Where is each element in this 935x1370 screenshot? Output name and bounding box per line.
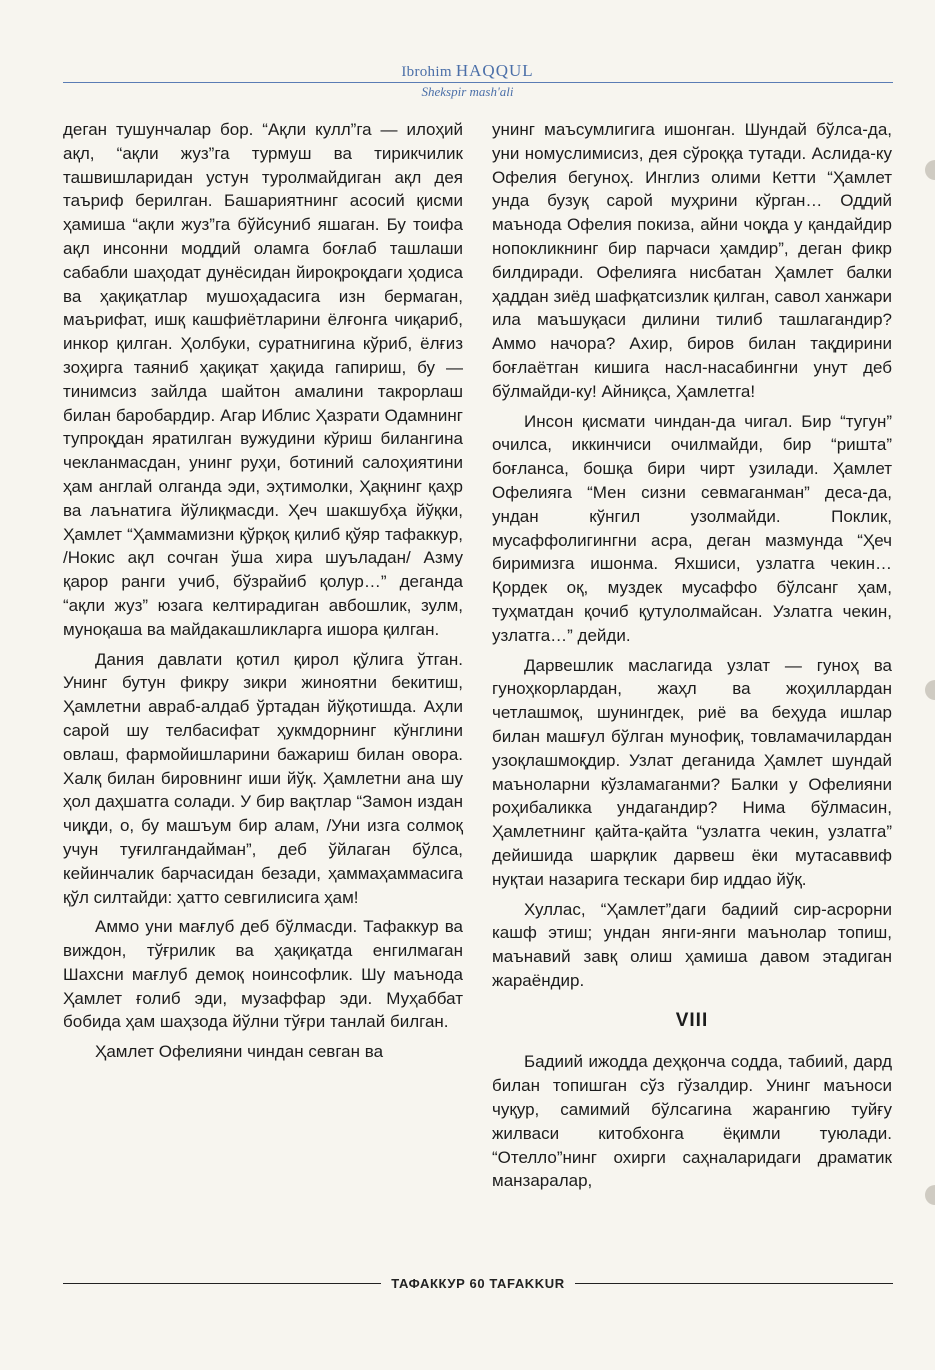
paragraph: Хуллас, “Ҳамлет”даги бадиий сир-асрорни кашф этиш; ундан янги-янги маънолар топиш, маънавий завқ олиш ҳамиша давом этадиган жараёндир. — [492, 899, 892, 990]
paragraph: Бадиий ижодда деҳқонча содда, табиий, дард билан топишган сўз гўзалдир. Унинг маъноси чуқур, самимий бўлсагина жарангию туйғу жилваси китобхонга ёқимли туюлади. “Отелло”нинг охирги саҳналаридаги драматик манзаралар, — [492, 1052, 892, 1191]
footer-rule-right — [575, 1283, 893, 1284]
paragraph: Дания давлати қотил қирол қўлига ўтган. Унинг бутун фикру зикри жиноятни бекитиш, Ҳамлетни авраб-алдаб ўртадан йўқотишда. Аҳли сарой шу телбасифат ҳукмдорнинг кўнглини овлаш, фармойишларини бажариш билан овора. Халқ билан бировнинг иши йўқ. Ҳамлетни ана шу ҳол даҳшатга солади. У бир вақтлар “Замон издан чиқди, о, бу машъум бир алам, /Уни изга солмоқ учун туғилгандайман”, деб ўйлаган бўлса, кейинчалик барчасидан безади, ҳаммаҳаммасига қўл силтайди: ҳатто севгилисига ҳам! — [63, 649, 463, 907]
running-header — [0, 62, 935, 100]
binding-hole — [925, 1185, 935, 1205]
paragraph: Инсон қисмати чиндан-да чигал. Бир “тугун” очилса, иккинчиси очилмайди, бир “ришта” боғланса, бошқа бири чирт узилади. Ҳамлет Офелияга “Мен сизни севмаганман” деса-да, ундан кўнгил узолмайди. Поклик, мусаффолигингни асра, деган мазмунда “Ҳеч биримизга ишонма. Яхшиси, узлатга чекин… Қордек оқ, муздек мусаффо бўлсанг ҳам, туҳматдан қочиб қутулолмайсан. Узлатга чекин, узлатга…” дейди. — [492, 411, 892, 645]
paragraph: Ҳамлет Офелияни чиндан севган ва — [95, 1042, 384, 1062]
section-heading: VIII — [675, 1009, 709, 1031]
header-rule — [63, 82, 893, 83]
author-surname: HAQQUL — [455, 61, 534, 80]
binding-hole — [925, 160, 935, 180]
paragraph: Аммо уни мағлуб деб бўлмасди. Тафаккур ва виждон, тўғрилик ва ҳақиқатда енгилмаган Шахсни мағлуб демоқ ноинсофлик. Шу маънода Ҳамлет ғолиб эди, музаффар эди. Муҳаббат бобида ҳам шаҳзода йўлни тўғри танлай билган. — [63, 917, 463, 1032]
header-work-title: Sheksрir mash'ali — [421, 84, 514, 99]
paragraph: Дарвешлик маслагида узлат — гуноҳ ва гуноҳкорлардан, жаҳл ва жоҳиллардан четлашмоқ, шунингдек, риё ва беҳуда ишлар билан машғул бўлган мунофиқ, товламачилардан узоқлашмоқдир. Узлат деганида Ҳамлет шундай маъноларни кўзламаганми? Балки у Офелияни роҳибаликка ундагандир? Нима бўлмасин, Ҳамлетнинг қайта-қайта “узлатга чекин, узлатга” дейишида шарқлик дарвеш ёки мутасаввиф нуқтаи назарига тескари бир иддао йўқ. — [492, 655, 892, 889]
right-column — [492, 118, 892, 1193]
page-footer — [63, 1271, 893, 1295]
binding-hole — [925, 680, 935, 700]
paragraph: деган тушунчалар бор. “Ақли кулл”га — илоҳий ақл, “ақли жуз”га турмуш ва тирикчилик ташвишларидан устун туролмайдиган ақл дея таъриф берилган. Башариятнинг асосий қисми ҳамиша “ақли жуз”га бўйсуниб яшаган. Бу тоифа ақл инсонни моддий оламга боғлаб ташлаши сабабли шаҳодат дунёсидан йироқроқдаги ҳодиса ва ҳақиқатлар мушоҳадасига изн бермаган, маърифат, ишқ кашфиётларини ёлғонга чиқариб, инкор қилган. Ҳолбуки, суратнигина кўриб, ёлғиз зоҳирга таяниб ҳақиқат ҳақида гапириш, бу — тинимсиз зайлда шайтон амалини такрорлаш билан баробардир. Агар Иблис Ҳазрати Одамнинг тупроқдан яратилган вужудини кўриш билангина чекланмасдан, унинг руҳи, ботиний салоҳиятини ҳам англай олганда эди, эҳтимолки, Ҳақнинг қаҳр ва лаънатига йўлиқмасди. Ҳеч шакшубҳа йўқки, Ҳамлет “Ҳаммамизни қўрқоқ қилиб қўяр тафаккур, /Нокис ақл сочган ўша хира шуъладан/ Азму қарор ранги учиб, бўзрайиб қолур…” деганда “ақли жуз” юзага келтирадиган авбошлик, зулм, муноқаша ва майдакашликларга ишора қилган. — [63, 120, 463, 639]
footer-label: ТАФАККУР 60 TAFAKKUR — [391, 1275, 565, 1291]
left-column — [63, 118, 463, 1064]
footer-rule-left — [63, 1283, 381, 1284]
author-given-name: Ibrohim — [401, 64, 452, 80]
header-author — [0, 62, 935, 81]
paragraph: унинг маъсумлигига ишонган. Шундай бўлса-да, уни номуслимисиз, дея сўроққа тутади. Аслида-ку Офелия бегуноҳ. Инглиз олими Кетти “Ҳамлет унда бузуқ сарой муҳрини кўрган… Оддий маънода Офелия покиза, айни чоқда у қандайдир нопокликнинг бир парчаси ҳамдир”, деган фикр билдиради. Офелияга нисбатан Ҳамлет балки ҳаддан зиёд шафқатсизлик қилган, савол ханжари ила маъшуқаси дилини тилиб ташлагандир? Аммо начора? Ахир, биров билан тақдирини боғлаётган кишига насл-насабингни унут деб бўлмайди-ку! Айниқса, Ҳамлетга! — [492, 120, 892, 401]
